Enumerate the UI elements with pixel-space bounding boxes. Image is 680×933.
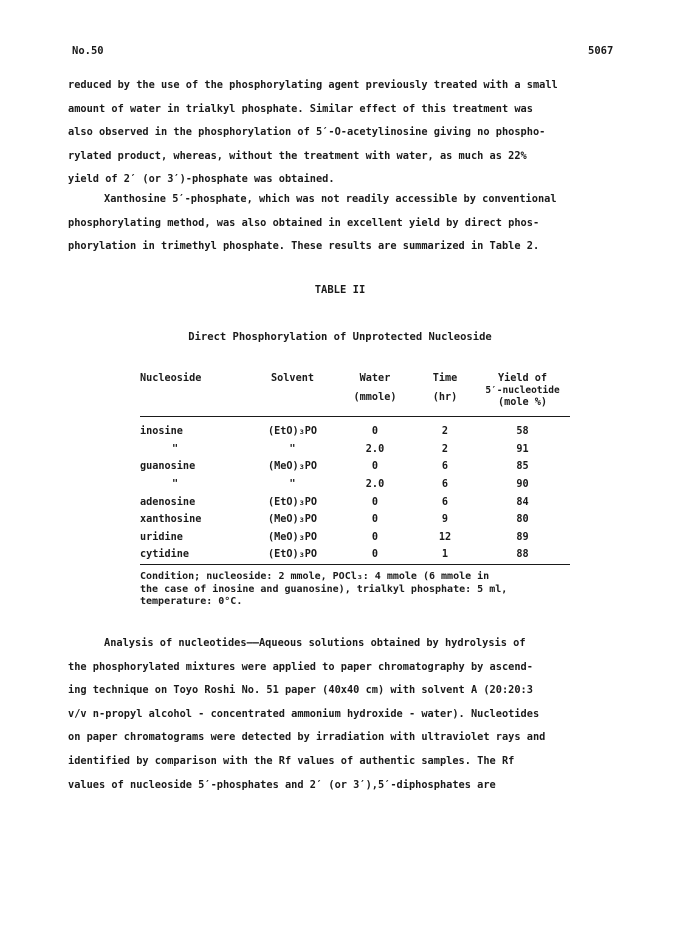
table-condition-note	[140, 571, 580, 609]
note-line: temperature: 0°C.	[140, 596, 243, 607]
paragraph-xanthosine	[68, 188, 620, 259]
col-header-time: Time (hr)	[432, 373, 458, 403]
table-row: uridine (MeO)₃PO 0 12 89	[140, 531, 529, 543]
text-line: values of nucleoside 5′-phosphates and 2′ (or 3′),5′-diphosphates are	[68, 778, 496, 791]
journal-issue-number: No.50	[72, 45, 104, 57]
table-body	[140, 417, 570, 565]
note-line: the case of inosine and guanosine), trialkyl phosphate: 5 ml,	[140, 583, 508, 595]
text-line: phorylation in trimethyl phosphate. These results are summarized in Table 2.	[68, 240, 540, 253]
text-line: Analysis of nucleotides——Aqueous solutions obtained by hydrolysis of	[104, 637, 526, 649]
table-row: adenosine (EtO)₃PO 0 6 84	[140, 496, 529, 508]
text-line: v/v n-propyl alcohol - concentrated ammonium hydroxide - water). Nucleotides	[68, 707, 540, 720]
table-row: " " 2.0 2 91	[172, 443, 529, 455]
col-header-water: Water (mmole)	[353, 373, 397, 403]
text-line: Xanthosine 5′-phosphate, which was not readily accessible by conventional	[104, 193, 557, 205]
table-label: TABLE II	[314, 284, 366, 296]
text-line: identified by comparison with the Rf values of authentic samples. The Rf	[68, 754, 515, 767]
text-line: ing technique on Toyo Roshi No. 51 paper (40x40 cm) with solvent A (20:20:3	[68, 684, 533, 697]
table-row: cytidine (EtO)₃PO 0 1 88	[140, 546, 570, 564]
paragraph-analysis	[68, 632, 620, 797]
col-header-solvent: Solvent	[271, 373, 314, 384]
page-number: 5067	[588, 45, 614, 57]
table-title: Direct Phosphorylation of Unprotected Nucleoside	[188, 331, 492, 343]
table-row: xanthosine (MeO)₃PO 0 9 80	[140, 514, 529, 526]
text-line: rylated product, whereas, without the treatment with water, as much as 22%	[68, 149, 527, 162]
col-header-yield: Yield of 5′-nucleotide (mole %)	[485, 373, 560, 408]
text-line: on paper chromatograms were detected by irradiation with ultraviolet rays and	[68, 731, 546, 744]
text-line: also observed in the phosphorylation of 5′-O-acetylinosine giving no phospho-	[68, 126, 546, 139]
table-row: guanosine (MeO)₃PO 0 6 85	[140, 461, 529, 473]
table-row: inosine (EtO)₃PO 0 2 58	[140, 426, 529, 438]
col-header-nucleoside: Nucleoside	[140, 373, 202, 384]
text-line: amount of water in trialkyl phosphate. Similar effect of this treatment was	[68, 102, 533, 115]
paragraph-continuation	[68, 74, 620, 192]
note-line: Condition; nucleoside: 2 mmole, POCl₃: 4 mmole (6 mmole in	[140, 571, 490, 582]
table-row: " " 2.0 6 90	[172, 479, 529, 491]
text-line: phosphorylating method, was also obtained in excellent yield by direct phos-	[68, 216, 540, 229]
phosphorylation-table	[140, 372, 570, 565]
text-line: the phosphorylated mixtures were applied to paper chromatography by ascend-	[68, 660, 533, 673]
text-line: reduced by the use of the phosphorylating agent previously treated with a small	[68, 79, 558, 91]
text-line: yield of 2′ (or 3′)-phosphate was obtained.	[68, 173, 335, 186]
